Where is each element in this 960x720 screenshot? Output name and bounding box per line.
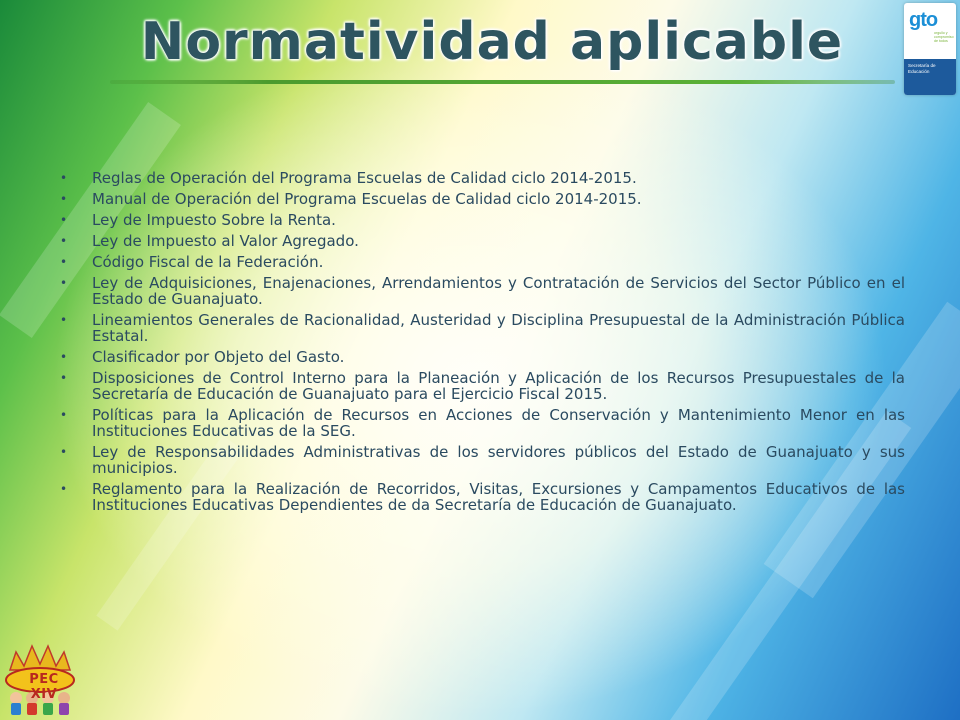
bullet-icon: • xyxy=(60,255,68,269)
bullet-icon: • xyxy=(60,192,68,206)
bullet-icon: • xyxy=(60,371,68,385)
regulation-item xyxy=(60,254,905,270)
regulation-item xyxy=(60,407,905,439)
bullet-icon: • xyxy=(60,313,68,327)
gto-logo xyxy=(904,3,956,95)
logo-tagline: orgullo y compromiso de todos xyxy=(934,31,954,43)
badge-label: PEC XIV xyxy=(29,672,59,702)
regulation-text: Clasificador por Objeto del Gasto. xyxy=(92,348,345,366)
regulation-text: Disposiciones de Control Interno para la Planeación y Aplicación de los Recursos Presupuestales de la Secretaría de Educación de Guanajuato para el Ejercicio Fiscal 2015. xyxy=(92,369,905,403)
regulation-text: Lineamientos Generales de Racionalidad, Austeridad y Disciplina Presupuestal de la Administración Pública Estatal. xyxy=(92,311,905,345)
bullet-icon: • xyxy=(60,234,68,248)
logo-department: Secretaría de Educación xyxy=(908,63,936,74)
regulation-item xyxy=(60,312,905,344)
bullet-icon: • xyxy=(60,482,68,496)
bullet-icon: • xyxy=(60,171,68,185)
regulation-text: Ley de Adquisiciones, Enajenaciones, Arrendamientos y Contratación de Servicios del Sector Público en el Estado de Guanajuato. xyxy=(92,274,905,308)
bullet-icon: • xyxy=(60,276,68,290)
bullet-icon: • xyxy=(60,445,68,459)
regulation-text: Ley de Impuesto al Valor Agregado. xyxy=(92,232,359,250)
regulation-text: Manual de Operación del Programa Escuelas de Calidad ciclo 2014-2015. xyxy=(92,190,642,208)
bullet-icon: • xyxy=(60,213,68,227)
regulation-text: Reglamento para la Realización de Recorridos, Visitas, Excursiones y Campamentos Educativos de las Instituciones Educativas Dependientes de da Secretaría de Educación de Guanajuato. xyxy=(92,480,905,514)
bullet-icon: • xyxy=(60,408,68,422)
regulations-list xyxy=(60,170,905,518)
regulation-item xyxy=(60,444,905,476)
regulation-item xyxy=(60,170,905,186)
bullet-icon: • xyxy=(60,350,68,364)
logo-brand: gto xyxy=(909,9,938,31)
regulation-item xyxy=(60,349,905,365)
regulation-item xyxy=(60,212,905,228)
regulation-text: Ley de Responsabilidades Administrativas de los servidores públicos del Estado de Guanajuato y sus municipios. xyxy=(92,443,905,477)
regulation-text: Reglas de Operación del Programa Escuelas de Calidad ciclo 2014-2015. xyxy=(92,169,637,187)
page-title: Normatividad aplicable xyxy=(140,12,844,72)
regulation-text: Políticas para la Aplicación de Recursos en Acciones de Conservación y Mantenimiento Menor en las Instituciones Educativas de la SEG. xyxy=(92,406,905,440)
regulation-item xyxy=(60,275,905,307)
regulation-text: Ley de Impuesto Sobre la Renta. xyxy=(92,211,336,229)
regulation-item xyxy=(60,191,905,207)
regulation-item xyxy=(60,370,905,402)
regulation-item xyxy=(60,233,905,249)
regulation-text: Código Fiscal de la Federación. xyxy=(92,253,324,271)
logo-band xyxy=(904,59,956,95)
regulation-item xyxy=(60,481,905,513)
title-underline xyxy=(110,80,895,84)
